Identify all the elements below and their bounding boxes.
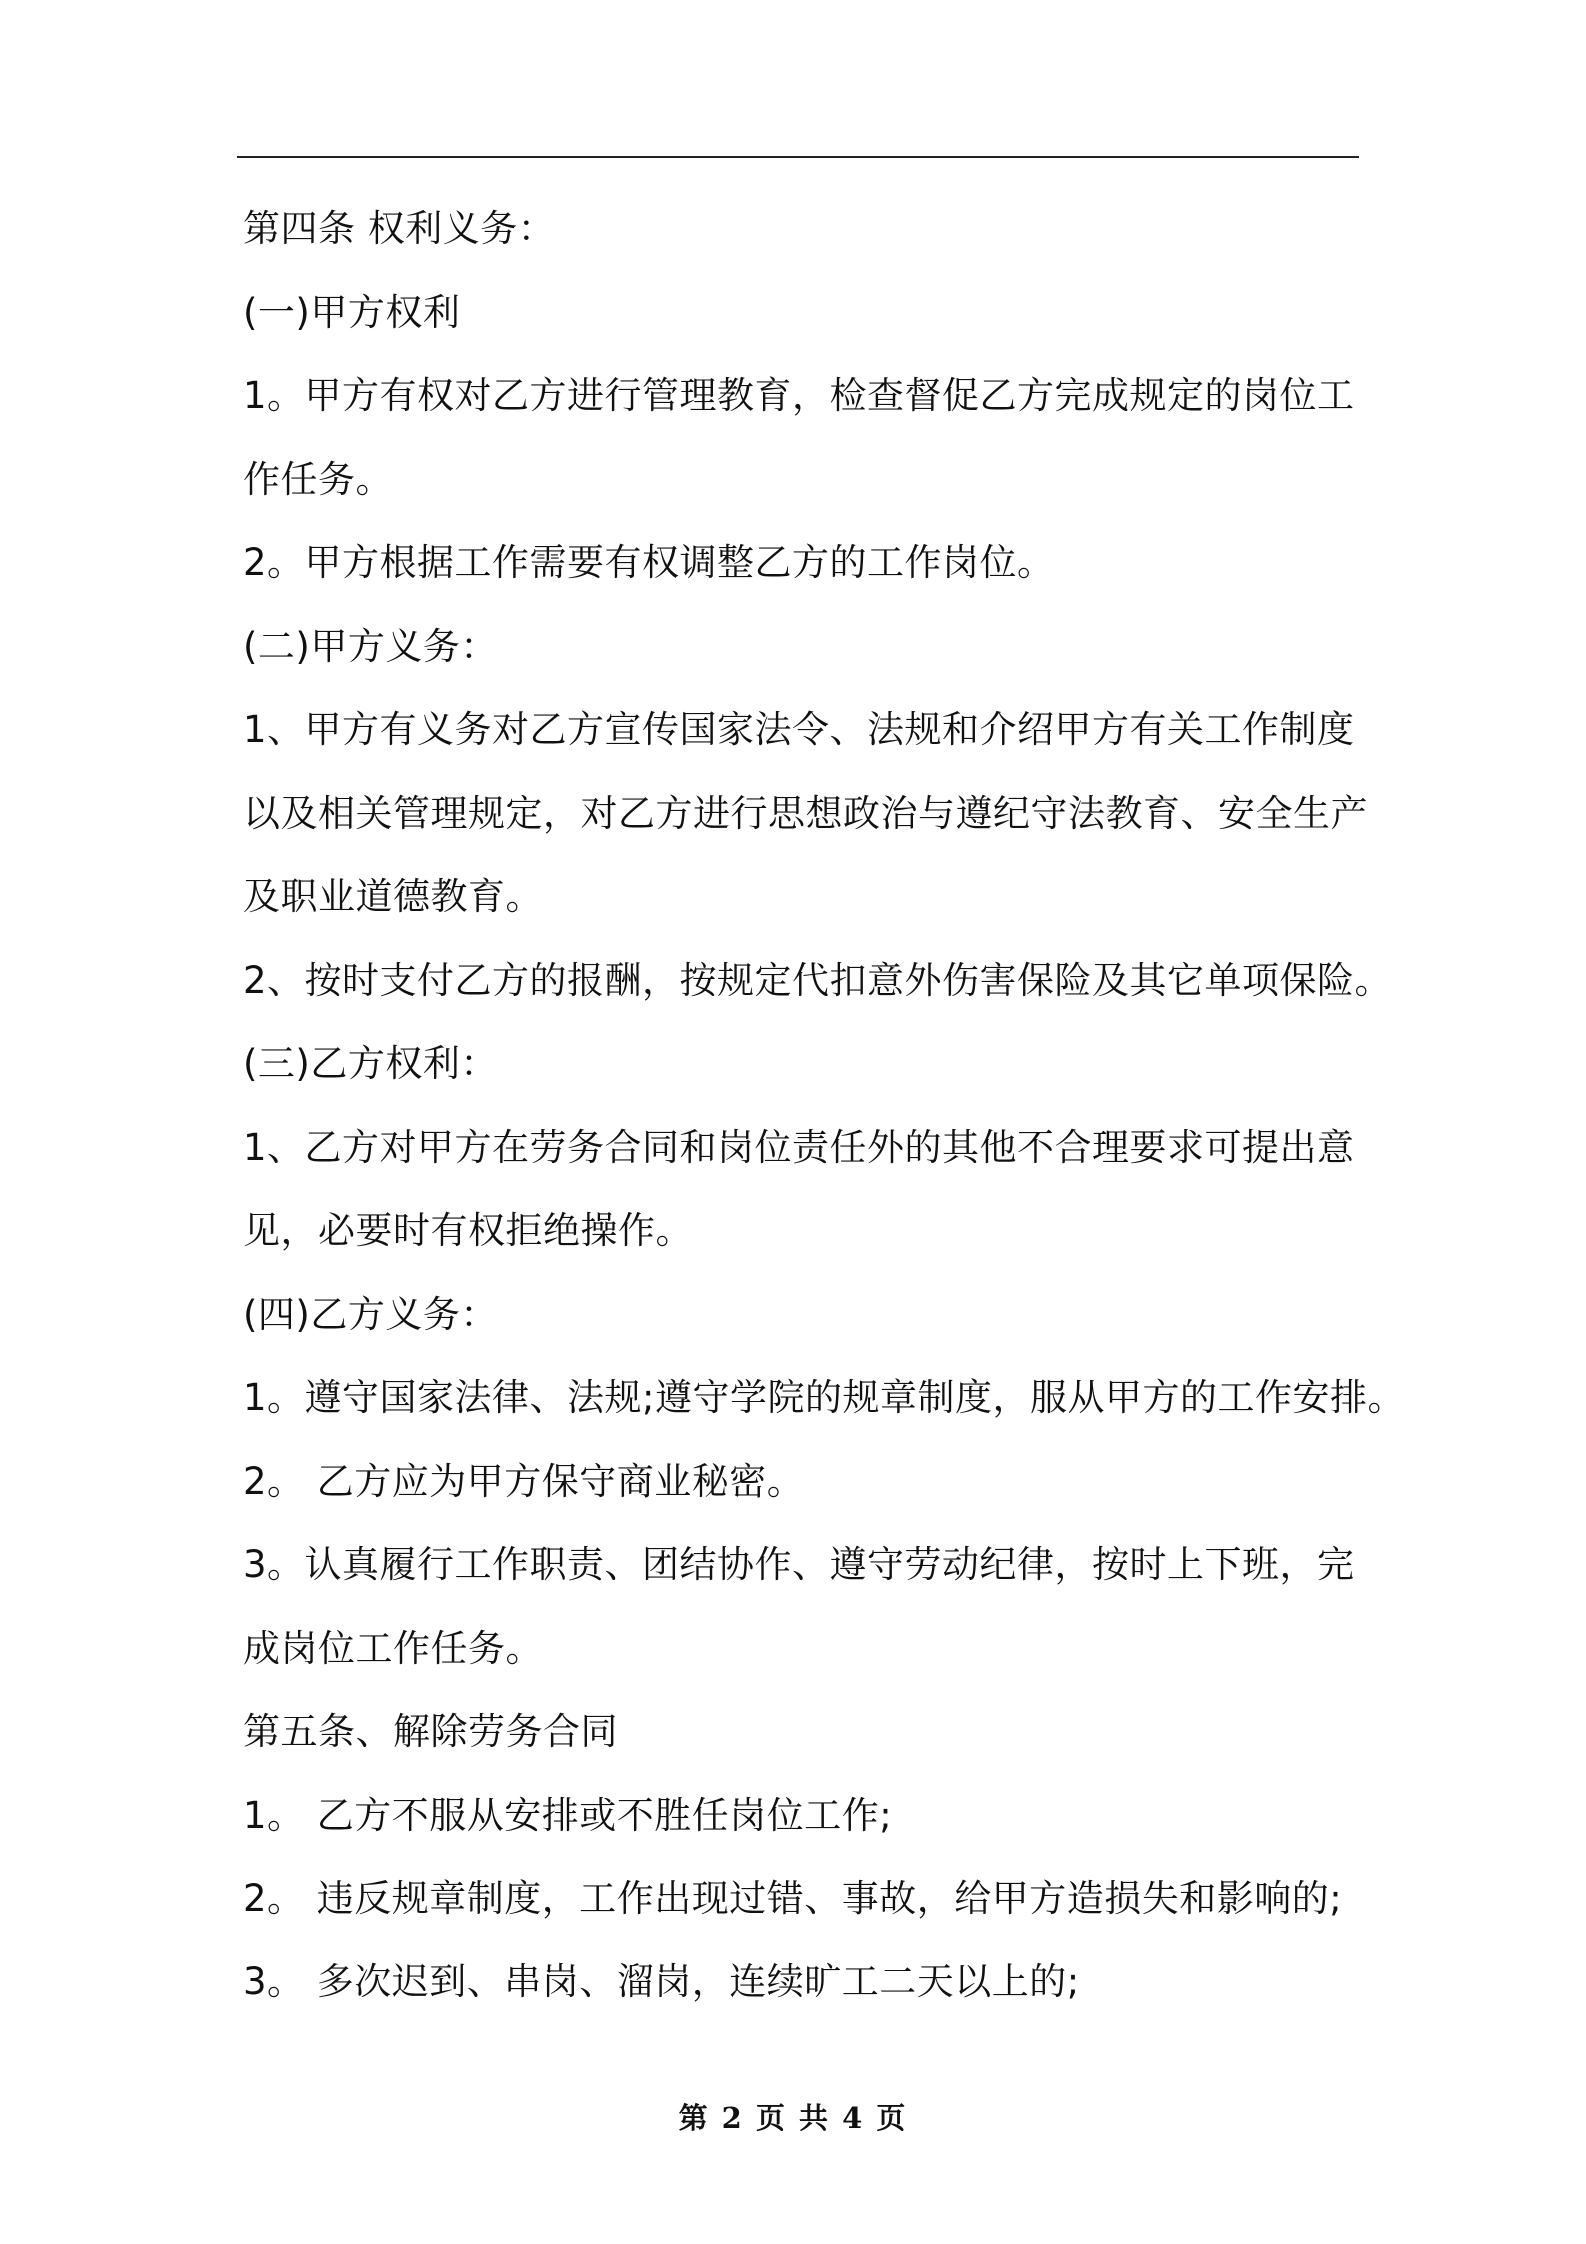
text-line: 1、乙方对甲方在劳务合同和岗位责任外的其他不合理要求可提出意 [243,1126,1355,1169]
text-line: 1。 乙方不服从安排或不胜任岗位工作; [243,1794,893,1837]
text-line: 1、甲方有义务对乙方宣传国家法令、法规和介绍甲方有关工作制度 [243,708,1355,751]
text-line: 以及相关管理规定，对乙方进行思想政治与遵纪守法教育、安全生产 [243,792,1368,835]
text-line: 及职业道德教育。 [243,875,543,918]
header-rule [237,156,1359,158]
article-5-heading: 第五条、解除劳务合同 [243,1710,618,1753]
article-4-heading: 第四条 权利义务： [243,207,556,250]
text-line: 成岗位工作任务。 [243,1627,543,1670]
text-line: 1。甲方有权对乙方进行管理教育，检查督促乙方完成规定的岗位工 [243,374,1355,417]
text-line: 3。认真履行工作职责、团结协作、遵守劳动纪律，按时上下班，完 [243,1543,1355,1586]
text-line: 2。 乙方应为甲方保守商业秘密。 [243,1460,805,1503]
section-party-b-rights-heading: (三)乙方权利： [243,1042,498,1085]
text-line: 作任务。 [243,458,393,501]
text-line: 3。 多次迟到、串岗、溜岗，连续旷工二天以上的; [243,1960,1080,2003]
text-line: 1。遵守国家法律、法规;遵守学院的规章制度，服从甲方的工作安排。 [243,1376,1406,1419]
page-number: 第 2 页 共 4 页 [678,2101,908,2135]
text-line: 2、按时支付乙方的报酬，按规定代扣意外伤害保险及其它单项保险。 [243,959,1393,1002]
section-party-a-rights-heading: (一)甲方权利 [243,291,461,334]
section-party-a-duties-heading: (二)甲方义务： [243,625,498,668]
section-party-b-duties-heading: (四)乙方义务： [243,1293,498,1336]
text-line: 见，必要时有权拒绝操作。 [243,1209,693,1252]
text-line: 2。 违反规章制度，工作出现过错、事故，给甲方造损失和影响的; [243,1877,1343,1920]
text-line: 2。甲方根据工作需要有权调整乙方的工作岗位。 [243,541,1055,584]
